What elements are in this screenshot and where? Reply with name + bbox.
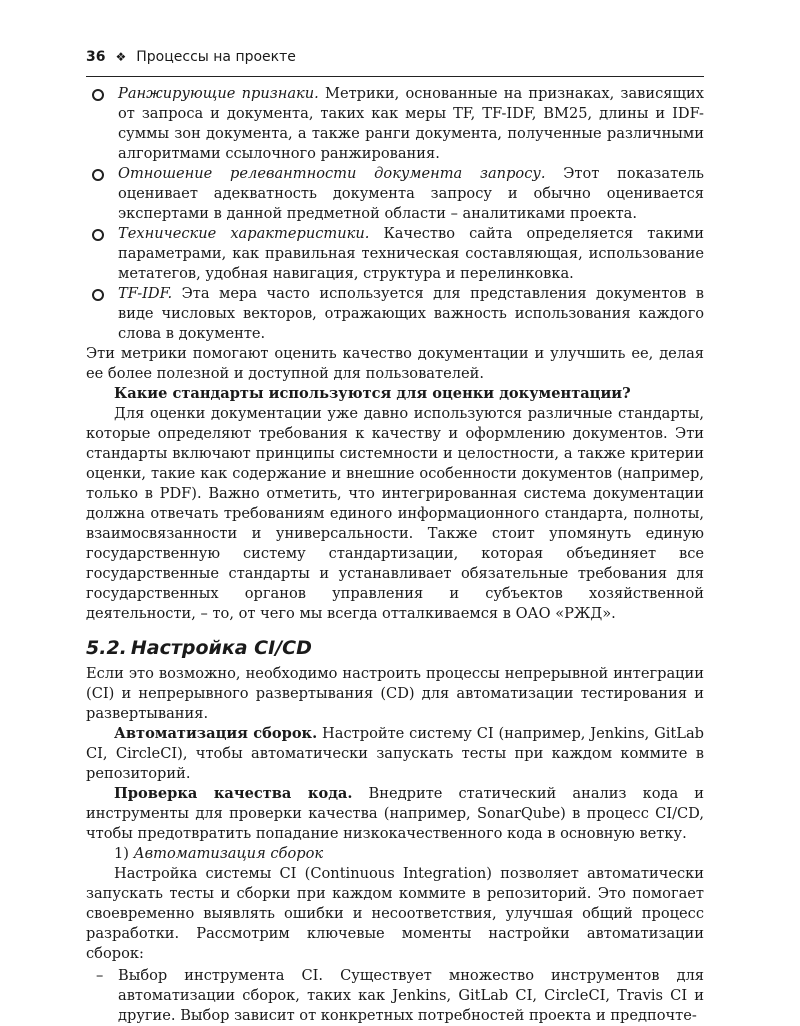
paragraph-metrics: Эти метрики помогают оценить качество документации и улучшить ее, делая ее более полезной и доступной для пользователей. xyxy=(86,345,704,382)
running-head xyxy=(86,46,704,68)
question-heading: Какие стандарты используются для оценки документации? xyxy=(114,385,631,402)
paragraph-lead: Проверка качества кода. xyxy=(114,785,353,802)
header-rule xyxy=(86,76,704,77)
running-title: Процессы на проекте xyxy=(136,49,296,65)
dash-list xyxy=(86,966,704,1026)
section-heading xyxy=(86,636,704,660)
paragraph-ci: Настройка системы CI (Continuous Integration) позволяет автоматически запускать тесты и сборки при каждом коммите в репозиторий. Это помогает своевременно выявлять ошибки и несоответствия, улучшая общий процесс разработки. Рассмотрим ключевые моменты настройки автоматизации сборок: xyxy=(86,865,704,962)
paragraph-intro: Если это возможно, необходимо настроить процессы непрерывной интеграции (CI) и непрерывного развертывания (CD) для автоматизации тестирования и развертывания. xyxy=(86,665,704,722)
bullet-text: Этот показатель оценивает адекватность документа запросу и обычно оценивается экспертами в данной предметной области – аналитиками проекта. xyxy=(118,165,704,222)
subsection-title: Автоматизация сборок xyxy=(133,845,324,862)
subsection-heading xyxy=(86,844,704,864)
subsection-number: 1) xyxy=(114,845,129,862)
paragraph-text: Внедрите статический анализ кода и инструменты для проверки качества (например, SonarQube) в процесс CI/CD, чтобы предотвратить попадание низкокачественного кода в основную ветку. xyxy=(86,785,704,842)
bullet-text: Качество сайта определяется такими параметрами, как правильная техническая составляющая, использование метатегов, удобная навигация, структура и перелинковка. xyxy=(118,225,704,282)
bullet-item xyxy=(86,224,704,284)
bullet-term: TF-IDF. xyxy=(118,285,173,302)
section-title: Настройка CI/CD xyxy=(130,637,312,659)
metrics-bullet-list xyxy=(86,84,704,344)
page-number: 36 xyxy=(86,49,106,65)
paragraph-text: Настройте систему CI (например, Jenkins, GitLab CI, CircleCI), чтобы автоматически запускать тесты при каждом коммите в репозиторий. xyxy=(86,725,704,782)
paragraph-lead: Автоматизация сборок. xyxy=(114,725,318,742)
bullet-item xyxy=(86,284,704,344)
bullet-term: Ранжирующие признаки. xyxy=(118,85,319,102)
bullet-term: Технические характеристики. xyxy=(118,225,370,242)
section-number: 5.2. xyxy=(86,637,127,659)
bullet-term: Отношение релевантности документа запросу. xyxy=(118,165,546,182)
paragraph-standards: Для оценки документации уже давно используются различные стандарты, которые определяют требования к качеству и оформлению документов. Эти стандарты включают принципы системности и целостности, а также критерии оценки, такие как содержание и внешние особенности документов (например, только в PDF). Важно отметить, что интегрированная система документации должна отвечать требованиям единого информационного стандарта, полноты, взаимосвязанности и универсальности. Также стоит упомянуть единую государственную систему стандартизации, которая объединяет все государственные стандарты и устанавливает обязательные требования для государственных органов управления и субъектов хозяйственной деятельности, – то, от чего мы всегда отталкиваемся в ОАО «РЖД». xyxy=(86,405,704,622)
dash-item: – Выбор инструмента CI. Существует множество инструментов для автоматизации сборок, таких как Jenkins, GitLab CI, CircleCI, Travis CI и другие. Выбор зависит от конкретных потребностей проекта и предпочте- xyxy=(86,966,704,1026)
paragraph-builds xyxy=(86,724,704,784)
paragraph-quality xyxy=(86,784,704,844)
bullet-text: Эта мера часто используется для представления документов в виде числовых векторов, отражающих важность использования каждого слова в документе. xyxy=(118,285,704,342)
bullet-item xyxy=(86,84,704,164)
ornament-icon: ❖ xyxy=(115,50,127,64)
bullet-text: Метрики, основанные на признаках, зависящих от запроса и документа, таких как меры TF, TF-IDF, BM25, длины и IDF-суммы зон документа, а также ранги документа, полученные различными алгоритмами ссылочного ранжирования. xyxy=(118,85,704,162)
bullet-item xyxy=(86,164,704,224)
